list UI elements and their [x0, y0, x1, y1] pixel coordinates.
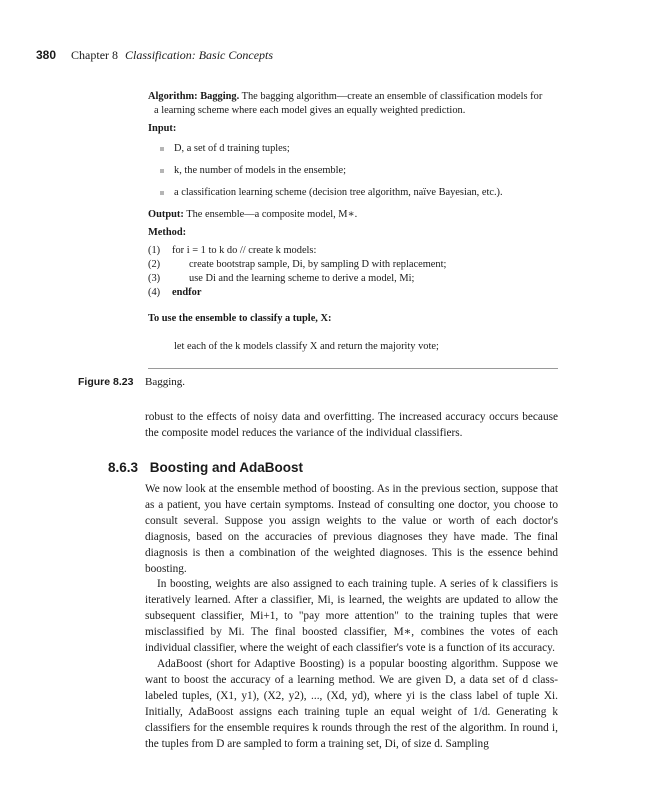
- input-text: k, the number of models in the ensemble;: [174, 165, 346, 176]
- step-number: (3): [148, 273, 161, 284]
- algorithm-description: The bagging algorithm—create an ensemble of classification models for a learning scheme where each model gives an equally weighted prediction.: [154, 91, 543, 116]
- chapter-title: Classification: Basic Concepts: [125, 48, 274, 62]
- figure-divider: [148, 368, 558, 369]
- figure-label: Figure 8.23: [78, 376, 134, 388]
- bullet-square-icon: [160, 147, 164, 151]
- step-number: (2): [148, 259, 161, 270]
- output-label: Output:: [148, 209, 184, 220]
- page-number: 380: [36, 48, 57, 62]
- use-text: let each of the k models classify X and return the majority vote;: [174, 341, 439, 352]
- figure-caption: Bagging.: [145, 376, 186, 388]
- input-text: D, a set of d training tuples;: [174, 143, 290, 154]
- section-title: Boosting and AdaBoost: [149, 460, 304, 475]
- output-line: [148, 208, 548, 222]
- step-text: create bootstrap sample, Di, by sampling D with replacement;: [189, 259, 447, 270]
- input-item: [148, 142, 548, 156]
- paragraph-text: robust to the effects of noisy data and overfitting. The increased accuracy occurs because the composite model reduces the variance of the individual classifiers.: [145, 411, 558, 439]
- bullet-square-icon: [160, 191, 164, 195]
- input-text: a classification learning scheme (decision tree algorithm, naïve Bayesian, etc.).: [174, 187, 503, 198]
- step-number: (1): [148, 245, 161, 256]
- algorithm-name: Algorithm: Bagging.: [148, 91, 240, 102]
- paragraph: We now look at the ensemble method of boosting. As in the previous section, suppose that as a patient, you have certain symptoms. Instead of consulting one doctor, you choose to consult several. Suppose you assign weights to the value or worth of each doctor's diagnosis, based on the accuracies of previous diagnoses they have made. The final diagnosis is then a combination of the weighted diagnoses. This is the essence behind boosting.: [145, 483, 558, 575]
- input-list: [148, 142, 548, 200]
- method-steps: [148, 244, 548, 300]
- chapter-label: Chapter 8: [71, 48, 119, 62]
- step-row: [148, 272, 548, 286]
- paragraph: AdaBoost (short for Adaptive Boosting) is a popular boosting algorithm. Suppose we want to boost the accuracy of a learning method. We are given D, a data set of d class-labeled tuples, (X1, y1), (X2, y2), ..., (Xd, yd), where yi is the class label of tuple Xi. Initially, AdaBoost assigns each training tuple an equal weight of 1/d. Generating k classifiers for the ensemble requires k rounds through the rest of the algorithm. In round i, the tuples from D are sampled to form a training set, Di, of size d. Sampling: [145, 657, 558, 750]
- algorithm-title: [148, 90, 548, 118]
- input-item: [148, 164, 548, 178]
- step-number: (4): [148, 287, 161, 298]
- step-row: [148, 258, 548, 272]
- paragraph-continued: [145, 410, 558, 442]
- use-label: To use the ensemble to classify a tuple, X:: [148, 313, 332, 324]
- running-header: [36, 48, 273, 63]
- method-label: Method:: [148, 227, 187, 238]
- output-text: The ensemble—a composite model, M∗.: [186, 209, 358, 220]
- paragraph: In boosting, weights are also assigned to each training tuple. A series of k classifiers is iteratively learned. After a classifier, Mi, is learned, the weights are updated to allow the subsequent classifier, Mi+1, to "pay more attention" to the training tuples that were misclassified by Mi. The final boosted classifier, M∗, combines the votes of each individual classifier, where the weight of each classifier's vote is a function of its accuracy.: [145, 578, 558, 655]
- step-text: for i = 1 to k do // create k models:: [172, 245, 317, 256]
- step-text: endfor: [172, 287, 202, 298]
- section-heading: [108, 460, 303, 475]
- input-label: Input:: [148, 123, 177, 134]
- step-row: [148, 244, 548, 258]
- algorithm-box: [148, 90, 548, 354]
- step-text: use Di and the learning scheme to derive a model, Mi;: [189, 273, 415, 284]
- step-row: [148, 286, 548, 300]
- bullet-square-icon: [160, 169, 164, 173]
- input-item: [148, 186, 548, 200]
- section-body: [145, 482, 558, 752]
- section-number: 8.6.3: [108, 460, 139, 475]
